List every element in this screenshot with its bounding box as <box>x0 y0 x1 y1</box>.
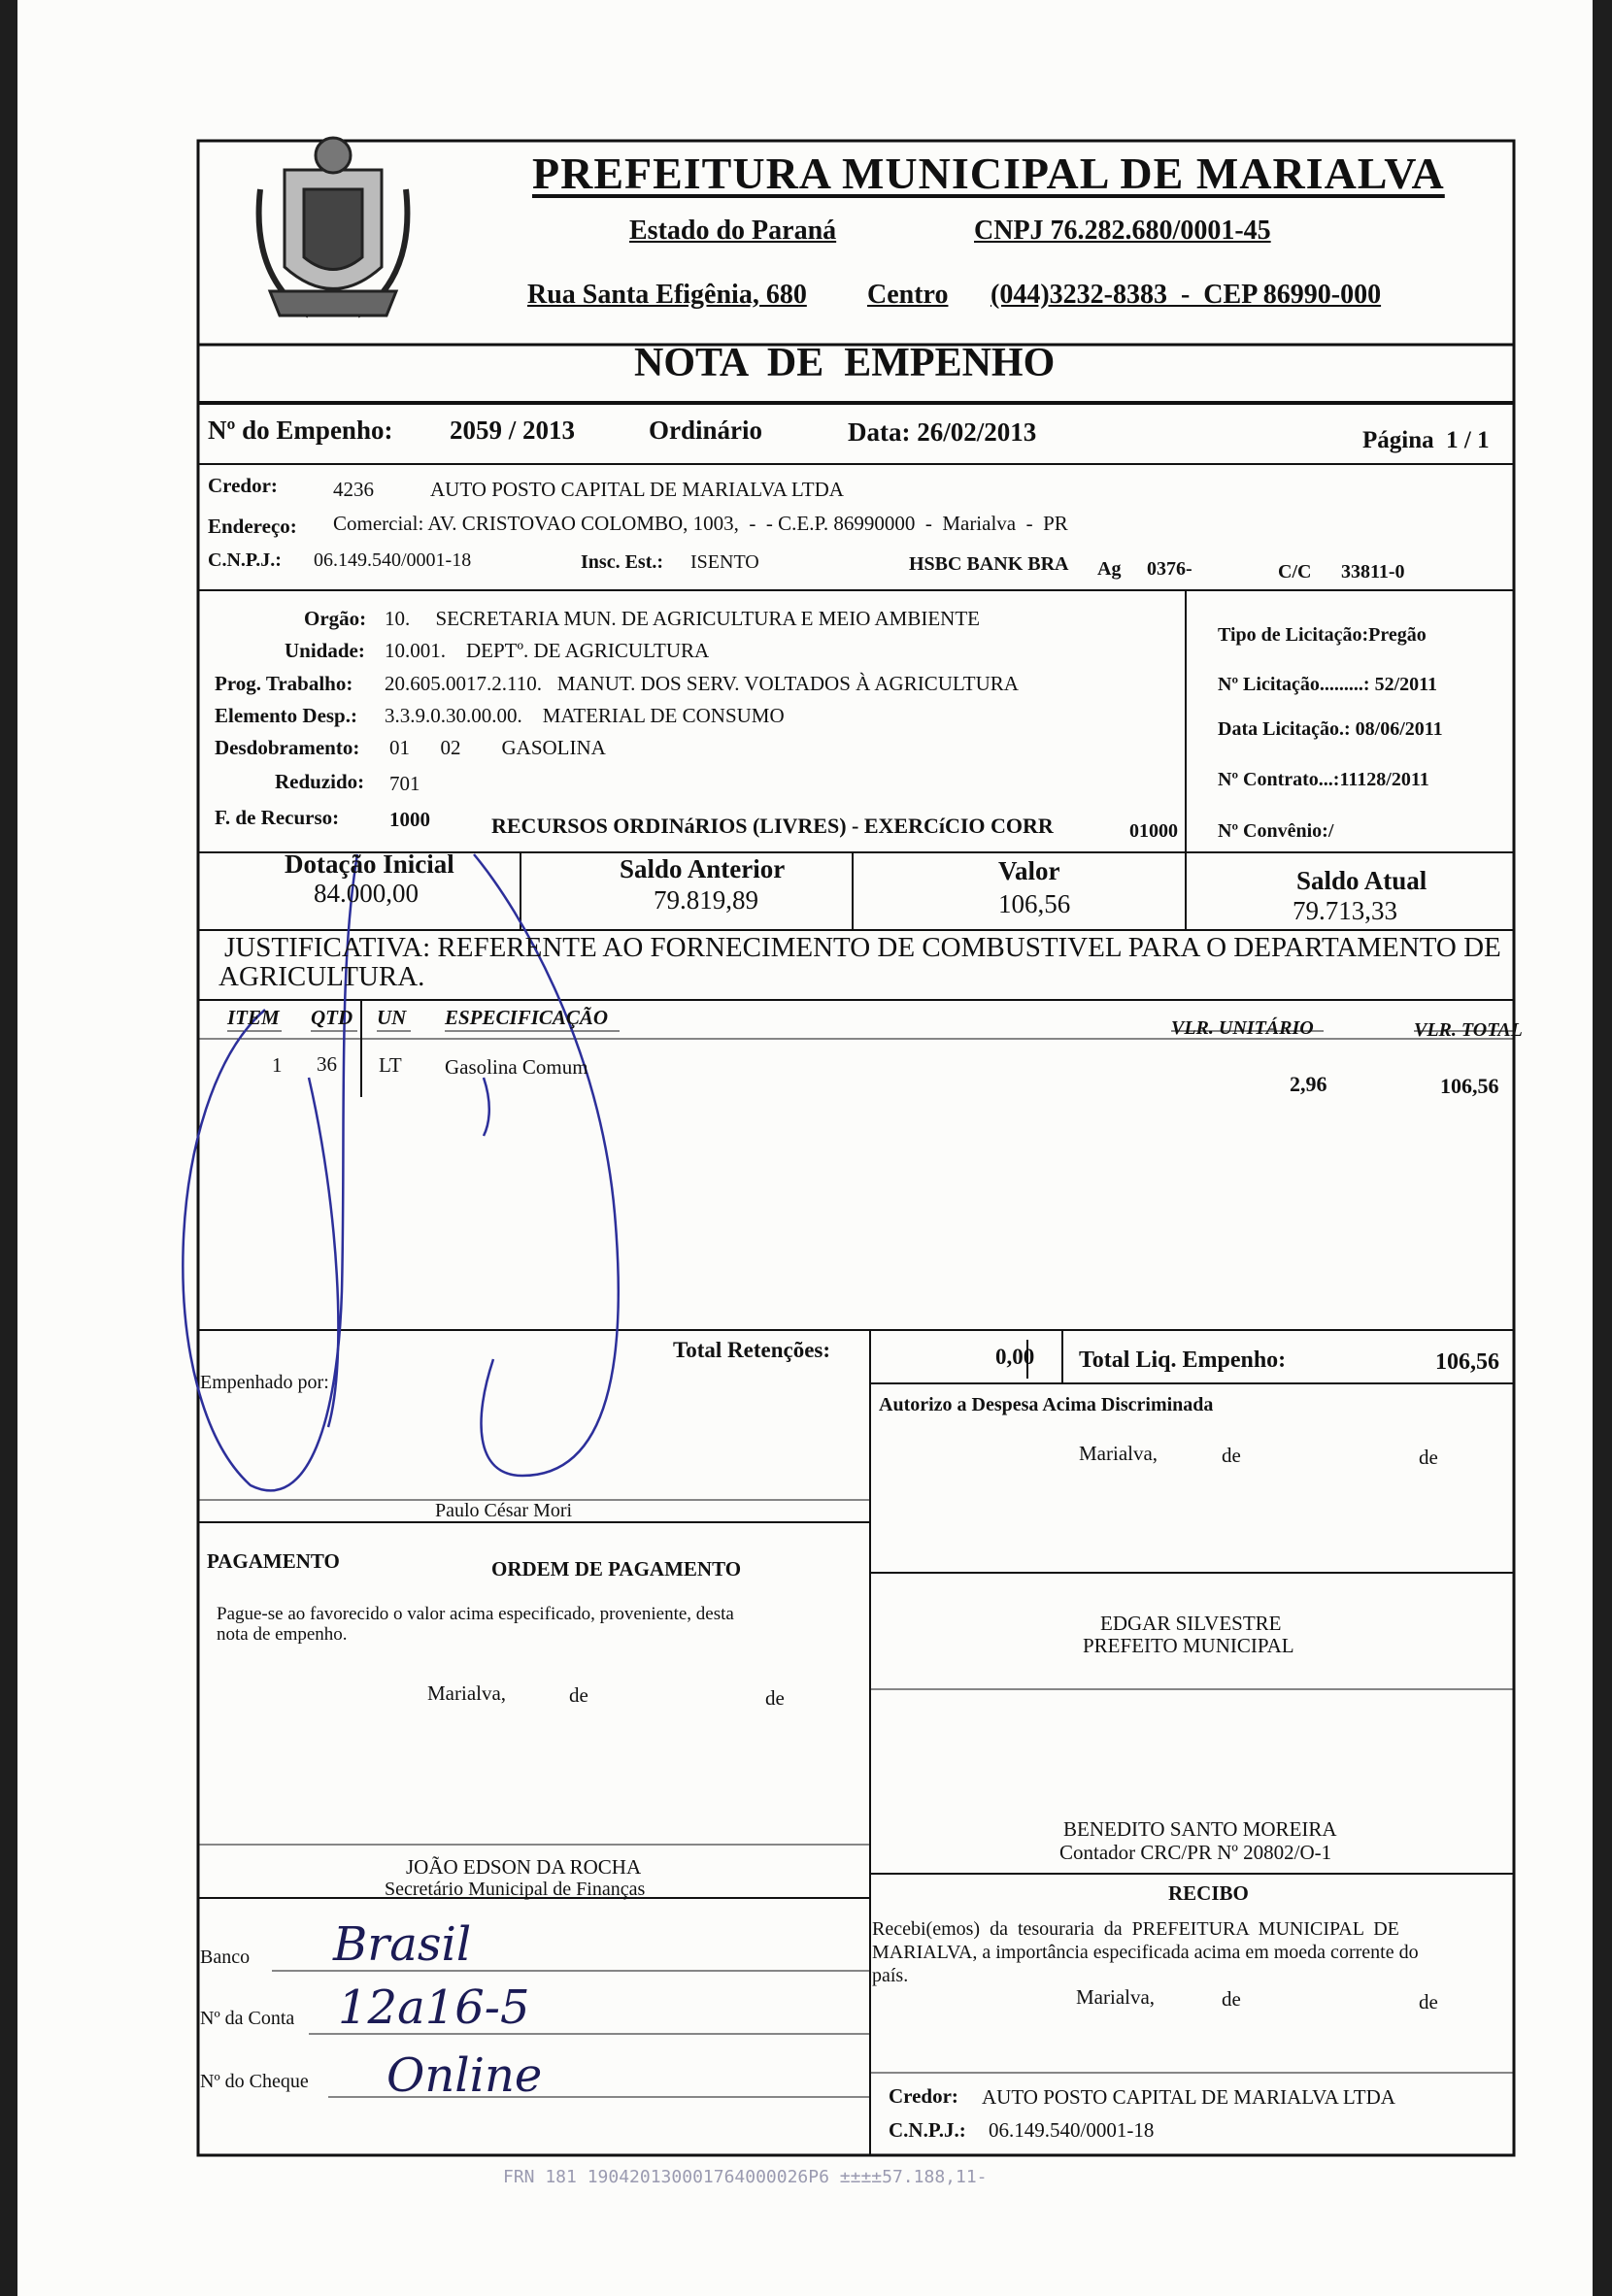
pagamento-texto1: Pague-se ao favorecido o valor acima especificado, proveniente, desta <box>217 1604 734 1624</box>
col-vlr-unitario: VLR. UNITÁRIO <box>1171 1017 1314 1039</box>
retencoes-value: 0,00 <box>995 1345 1035 1369</box>
empenho-date: Data: 26/02/2013 <box>848 417 1037 447</box>
licitacao-number: Nº Licitação.........: 52/2011 <box>1218 674 1438 695</box>
recibo-de2: de <box>1419 1990 1438 2013</box>
recibo-cnpj-value: 06.149.540/0001-18 <box>989 2118 1155 2142</box>
prefeito-name: EDGAR SILVESTRE <box>1100 1612 1282 1635</box>
footer-code: FRN 181 190420130001764000026P6 ±±±±57.188,11- <box>503 2167 988 2187</box>
col-un: UN <box>377 1006 407 1029</box>
licitacao-date: Data Licitação.: 08/06/2011 <box>1218 718 1443 740</box>
header-state: Estado do Paraná <box>629 216 837 246</box>
empenho-type: Ordinário <box>649 416 763 445</box>
autorizo-local: Marialva, <box>1079 1442 1159 1465</box>
col-qtd: QTD <box>311 1006 353 1029</box>
recibo-linha1: Recebi(emos) da tesouraria da PREFEITURA MUNICIPAL DE <box>872 1918 1399 1940</box>
pagamento-de2: de <box>765 1686 785 1710</box>
justificativa-line2: AGRICULTURA. <box>218 961 425 992</box>
insc-value: ISENTO <box>690 551 759 573</box>
conta-label: Nº da Conta <box>200 2008 295 2029</box>
header-phone-cep: (044)3232-8383 - CEP 86990-000 <box>991 280 1382 310</box>
secretario-cargo: Secretário Municipal de Finanças <box>385 1879 646 1900</box>
liquido-label: Total Liq. Empenho: <box>1079 1348 1287 1373</box>
empenhado-name: Paulo César Mori <box>435 1500 573 1521</box>
elemento-label: Elemento Desp.: <box>215 704 357 727</box>
cc-value: 33811-0 <box>1341 561 1405 582</box>
cheque-label: Nº do Cheque <box>200 2071 309 2092</box>
prefeito-cargo: PREFEITO MUNICIPAL <box>1083 1634 1294 1657</box>
orgao-label: Orgão: <box>304 607 367 630</box>
banco-value: Brasil <box>333 1917 472 1972</box>
agency-label: Ag <box>1097 558 1122 580</box>
reduzido-value: 701 <box>389 772 420 795</box>
conta-value: 12a16-5 <box>338 1980 530 2035</box>
recibo-cnpj-label: C.N.P.J.: <box>889 2118 966 2142</box>
autorizo-de1: de <box>1222 1444 1241 1467</box>
valor-label: Valor <box>998 856 1060 885</box>
cc-label: C/C <box>1278 561 1312 582</box>
recibo-linha2: MARIALVA, a importância especificada acima em moeda corrente do <box>872 1942 1419 1963</box>
secretario-name: JOÃO EDSON DA ROCHA <box>406 1855 642 1879</box>
pagamento-label: PAGAMENTO <box>207 1549 340 1573</box>
desdobramento-label: Desdobramento: <box>215 736 360 759</box>
retencoes-label: Total Retenções: <box>673 1338 831 1362</box>
recibo-linha3: país. <box>872 1965 909 1986</box>
col-item: ITEM <box>227 1006 280 1029</box>
recurso-code: 1000 <box>389 808 430 831</box>
prog-label: Prog. Trabalho: <box>215 672 353 695</box>
autorizo-de2: de <box>1419 1446 1438 1469</box>
reduzido-label: Reduzido: <box>275 770 365 793</box>
col-especificacao: ESPECIFICAÇÃO <box>445 1006 609 1029</box>
recibo-title: RECIBO <box>1168 1881 1249 1905</box>
recurso-number: 01000 <box>1129 820 1178 842</box>
endereco-value: Comercial: AV. CRISTOVAO COLOMBO, 1003, - - C.E.P. 86990000 - Marialva - PR <box>333 512 1068 535</box>
empenho-number: 2059 / 2013 <box>450 416 576 445</box>
empenhado-label: Empenhado por: <box>200 1372 329 1393</box>
unidade-value: 10.001. DEPTº. DE AGRICULTURA <box>385 639 710 662</box>
agency-value: 0376- <box>1147 558 1192 580</box>
page-number: Página 1 / 1 <box>1362 427 1490 453</box>
pagamento-de1: de <box>569 1683 588 1707</box>
item-un: LT <box>379 1053 402 1077</box>
licitacao-type: Tipo de Licitação:Pregão <box>1218 624 1427 646</box>
credor-name: AUTO POSTO CAPITAL DE MARIALVA LTDA <box>430 478 844 501</box>
recurso-name: RECURSOS ORDINáRIOS (LIVRES) - EXERCíCIO CORR <box>491 814 1054 838</box>
pagamento-texto2: nota de empenho. <box>217 1624 348 1645</box>
empenho-number-label: Nº do Empenho: <box>208 416 393 445</box>
saldo-atual-value: 79.713,33 <box>1293 896 1397 925</box>
document-page <box>17 0 1593 2296</box>
saldo-atual-label: Saldo Atual <box>1296 866 1427 895</box>
credor-code: 4236 <box>333 478 374 501</box>
orgao-value: 10. SECRETARIA MUN. DE AGRICULTURA E MEIO AMBIENTE <box>385 607 980 630</box>
recibo-local: Marialva, <box>1076 1985 1156 2009</box>
item-vlr-unitario: 2,96 <box>1290 1072 1327 1096</box>
banco-label: Banco <box>200 1947 251 1968</box>
autorizo-label: Autorizo a Despesa Acima Discriminada <box>879 1394 1214 1415</box>
recurso-label: F. de Recurso: <box>215 806 340 829</box>
cheque-value: Online <box>386 2048 543 2103</box>
valor-value: 106,56 <box>998 889 1071 918</box>
unidade-label: Unidade: <box>285 639 365 662</box>
doc-title: NOTA DE EMPENHO <box>634 341 1056 385</box>
pagamento-local: Marialva, <box>427 1681 507 1705</box>
convenio-number: Nº Convênio:/ <box>1218 820 1334 842</box>
cnpj-value: 06.149.540/0001-18 <box>314 549 472 571</box>
credor-label: Credor: <box>208 474 278 497</box>
recibo-de1: de <box>1222 1987 1241 2011</box>
justificativa-line1: JUSTIFICATIVA: REFERENTE AO FORNECIMENTO DE COMBUSTIVEL PARA O DEPARTAMENTO DE <box>224 932 1501 963</box>
dotacao-inicial-value: 84.000,00 <box>314 879 419 908</box>
item-especificacao: Gasolina Comum <box>445 1055 588 1079</box>
prog-value: 20.605.0017.2.110. MANUT. DOS SERV. VOLTADOS À AGRICULTURA <box>385 672 1019 695</box>
crest-icon <box>251 131 416 330</box>
col-vlr-total: VLR. TOTAL <box>1414 1019 1523 1041</box>
endereco-label: Endereço: <box>208 515 297 538</box>
saldo-anterior-value: 79.819,89 <box>654 885 758 915</box>
item-qtd: 36 <box>317 1052 337 1076</box>
contrato-number: Nº Contrato...:11128/2011 <box>1218 769 1429 790</box>
header-district: Centro <box>867 280 949 310</box>
item-vlr-total: 106,56 <box>1440 1074 1499 1098</box>
item-number: 1 <box>272 1053 283 1077</box>
insc-label: Insc. Est.: <box>581 551 664 573</box>
header-cnpj: CNPJ 76.282.680/0001-45 <box>974 216 1271 246</box>
contador-crc: Contador CRC/PR Nº 20802/O-1 <box>1059 1841 1332 1864</box>
contador-name: BENEDITO SANTO MOREIRA <box>1063 1817 1337 1841</box>
recibo-credor-name: AUTO POSTO CAPITAL DE MARIALVA LTDA <box>982 2085 1395 2109</box>
cnpj-label: C.N.P.J.: <box>208 549 282 571</box>
elemento-value: 3.3.9.0.30.00.00. MATERIAL DE CONSUMO <box>385 704 785 727</box>
header-address: Rua Santa Efigênia, 680 <box>527 280 807 310</box>
desdobramento-value: 01 02 GASOLINA <box>389 736 606 759</box>
recibo-credor-label: Credor: <box>889 2084 958 2108</box>
bank-name: HSBC BANK BRA <box>909 553 1069 575</box>
liquido-value: 106,56 <box>1435 1349 1499 1375</box>
header-title: PREFEITURA MUNICIPAL DE MARIALVA <box>532 149 1445 198</box>
dotacao-inicial-label: Dotação Inicial <box>285 849 454 879</box>
saldo-anterior-label: Saldo Anterior <box>620 854 786 883</box>
ordem-pagamento: ORDEM DE PAGAMENTO <box>491 1557 742 1581</box>
